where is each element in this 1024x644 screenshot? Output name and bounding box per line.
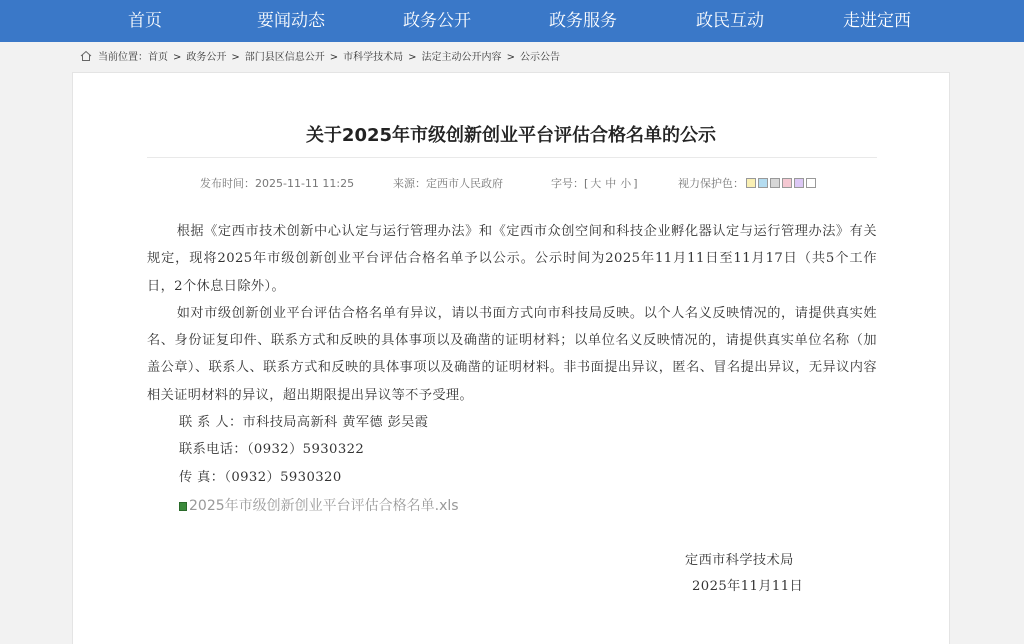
- publish-time-label: 发布时间：: [200, 177, 255, 190]
- article-body: [147, 218, 877, 491]
- color-swatch-purple[interactable]: [794, 178, 804, 188]
- font-size-bracket-open: [: [584, 177, 589, 190]
- top-nav-bar: [0, 0, 1024, 42]
- font-size-medium[interactable]: 中: [605, 177, 617, 190]
- font-size-bracket-close: ]: [633, 177, 638, 190]
- color-swatch-yellow[interactable]: [746, 178, 756, 188]
- publish-time-value: 2025-11-11 11:25: [255, 177, 355, 190]
- breadcrumb-item-statutory-content[interactable]: 法定主动公开内容: [421, 52, 502, 63]
- breadcrumb-item-home[interactable]: 首页: [148, 52, 168, 63]
- font-size-large[interactable]: 大: [590, 177, 602, 190]
- publish-time: [200, 175, 354, 191]
- breadcrumb-separator: >: [408, 52, 417, 63]
- color-swatch-blue[interactable]: [758, 178, 768, 188]
- contact-phone: 联系电话：（0932）5930322: [179, 442, 365, 458]
- home-icon: [80, 50, 92, 62]
- breadcrumb-item-dept-county[interactable]: 部门县区信息公开: [244, 52, 325, 63]
- contact-fax: 传 真：（0932）5930320: [179, 469, 342, 485]
- breadcrumb-separator: >: [231, 52, 240, 63]
- color-swatch-white[interactable]: [806, 178, 816, 188]
- attachment-link[interactable]: [179, 495, 459, 515]
- source-label: 来源：: [393, 177, 426, 190]
- nav-item-interaction[interactable]: 政民互动: [696, 11, 764, 31]
- signature-org: 定西市科学技术局: [685, 553, 794, 568]
- title-divider: [147, 157, 877, 158]
- color-swatch-pink[interactable]: [782, 178, 792, 188]
- nav-item-about-dingxi[interactable]: 走进定西: [843, 11, 911, 31]
- source: [393, 175, 503, 191]
- contact-person: 联 系 人：市科技局高新科 黄军德 彭吴霞: [179, 415, 429, 431]
- font-size-small[interactable]: 小: [620, 177, 632, 190]
- nav-item-news[interactable]: 要闻动态: [257, 11, 325, 31]
- breadcrumb-item-announcements[interactable]: 公示公告: [519, 52, 560, 63]
- paragraph-1: 根据《定西市技术创新中心认定与运行管理办法》和《定西市众创空间和科技企业孵化器认定与运行管理办法》有关规定，现将2025年市级创新创业平台评估合格名单予以公示。公示时间为2025年11月11日至11月17日（共5个工作日，2个休息日除外）。: [147, 224, 877, 294]
- font-size-switcher: [551, 175, 638, 191]
- breadcrumb-item-gov-affairs-open[interactable]: 政务公开: [186, 52, 227, 63]
- attachment-name: 2025年市级创新创业平台评估合格名单.xls: [189, 498, 459, 514]
- article-card: [72, 72, 950, 644]
- source-value: 定西市人民政府: [426, 177, 503, 190]
- nav-item-gov-services[interactable]: 政务服务: [549, 11, 617, 31]
- signature-date: 2025年11月11日: [692, 579, 804, 594]
- nav-item-home[interactable]: 首页: [128, 11, 162, 31]
- breadcrumb-separator: >: [173, 52, 182, 63]
- breadcrumb: [72, 44, 950, 72]
- breadcrumb-separator: >: [329, 52, 339, 63]
- article-title: 关于2025年市级创新创业平台评估合格名单的公示: [305, 125, 717, 146]
- eye-protection-label: 视力保护色：: [678, 177, 744, 190]
- xls-file-icon: [179, 502, 187, 511]
- nav-item-gov-affairs-open[interactable]: 政务公开: [403, 11, 471, 31]
- breadcrumb-item-science-bureau[interactable]: 市科学技术局: [343, 52, 404, 63]
- breadcrumb-separator: >: [506, 52, 515, 63]
- font-size-label: 字号：: [551, 177, 584, 190]
- paragraph-2: 如对市级创新创业平台评估合格名单有异议，请以书面方式向市科技局反映。以个人名义反映情况的，请提供真实姓名、身份证复印件、联系方式和反映的具体事项以及确凿的证明材料；以单位名义反映情况的，请提供真实单位名称（加盖公章）、联系人、联系方式和反映的具体事项以及确凿的证明材料。非书面提出异议，匿名、冒名提出异议，无异议内容相关证明材料的异议，超出期限提出异议等不予受理。: [147, 305, 877, 403]
- color-swatch-gray[interactable]: [770, 178, 780, 188]
- breadcrumb-label: 当前位置：: [98, 52, 148, 63]
- eye-protection-colors: [678, 175, 816, 191]
